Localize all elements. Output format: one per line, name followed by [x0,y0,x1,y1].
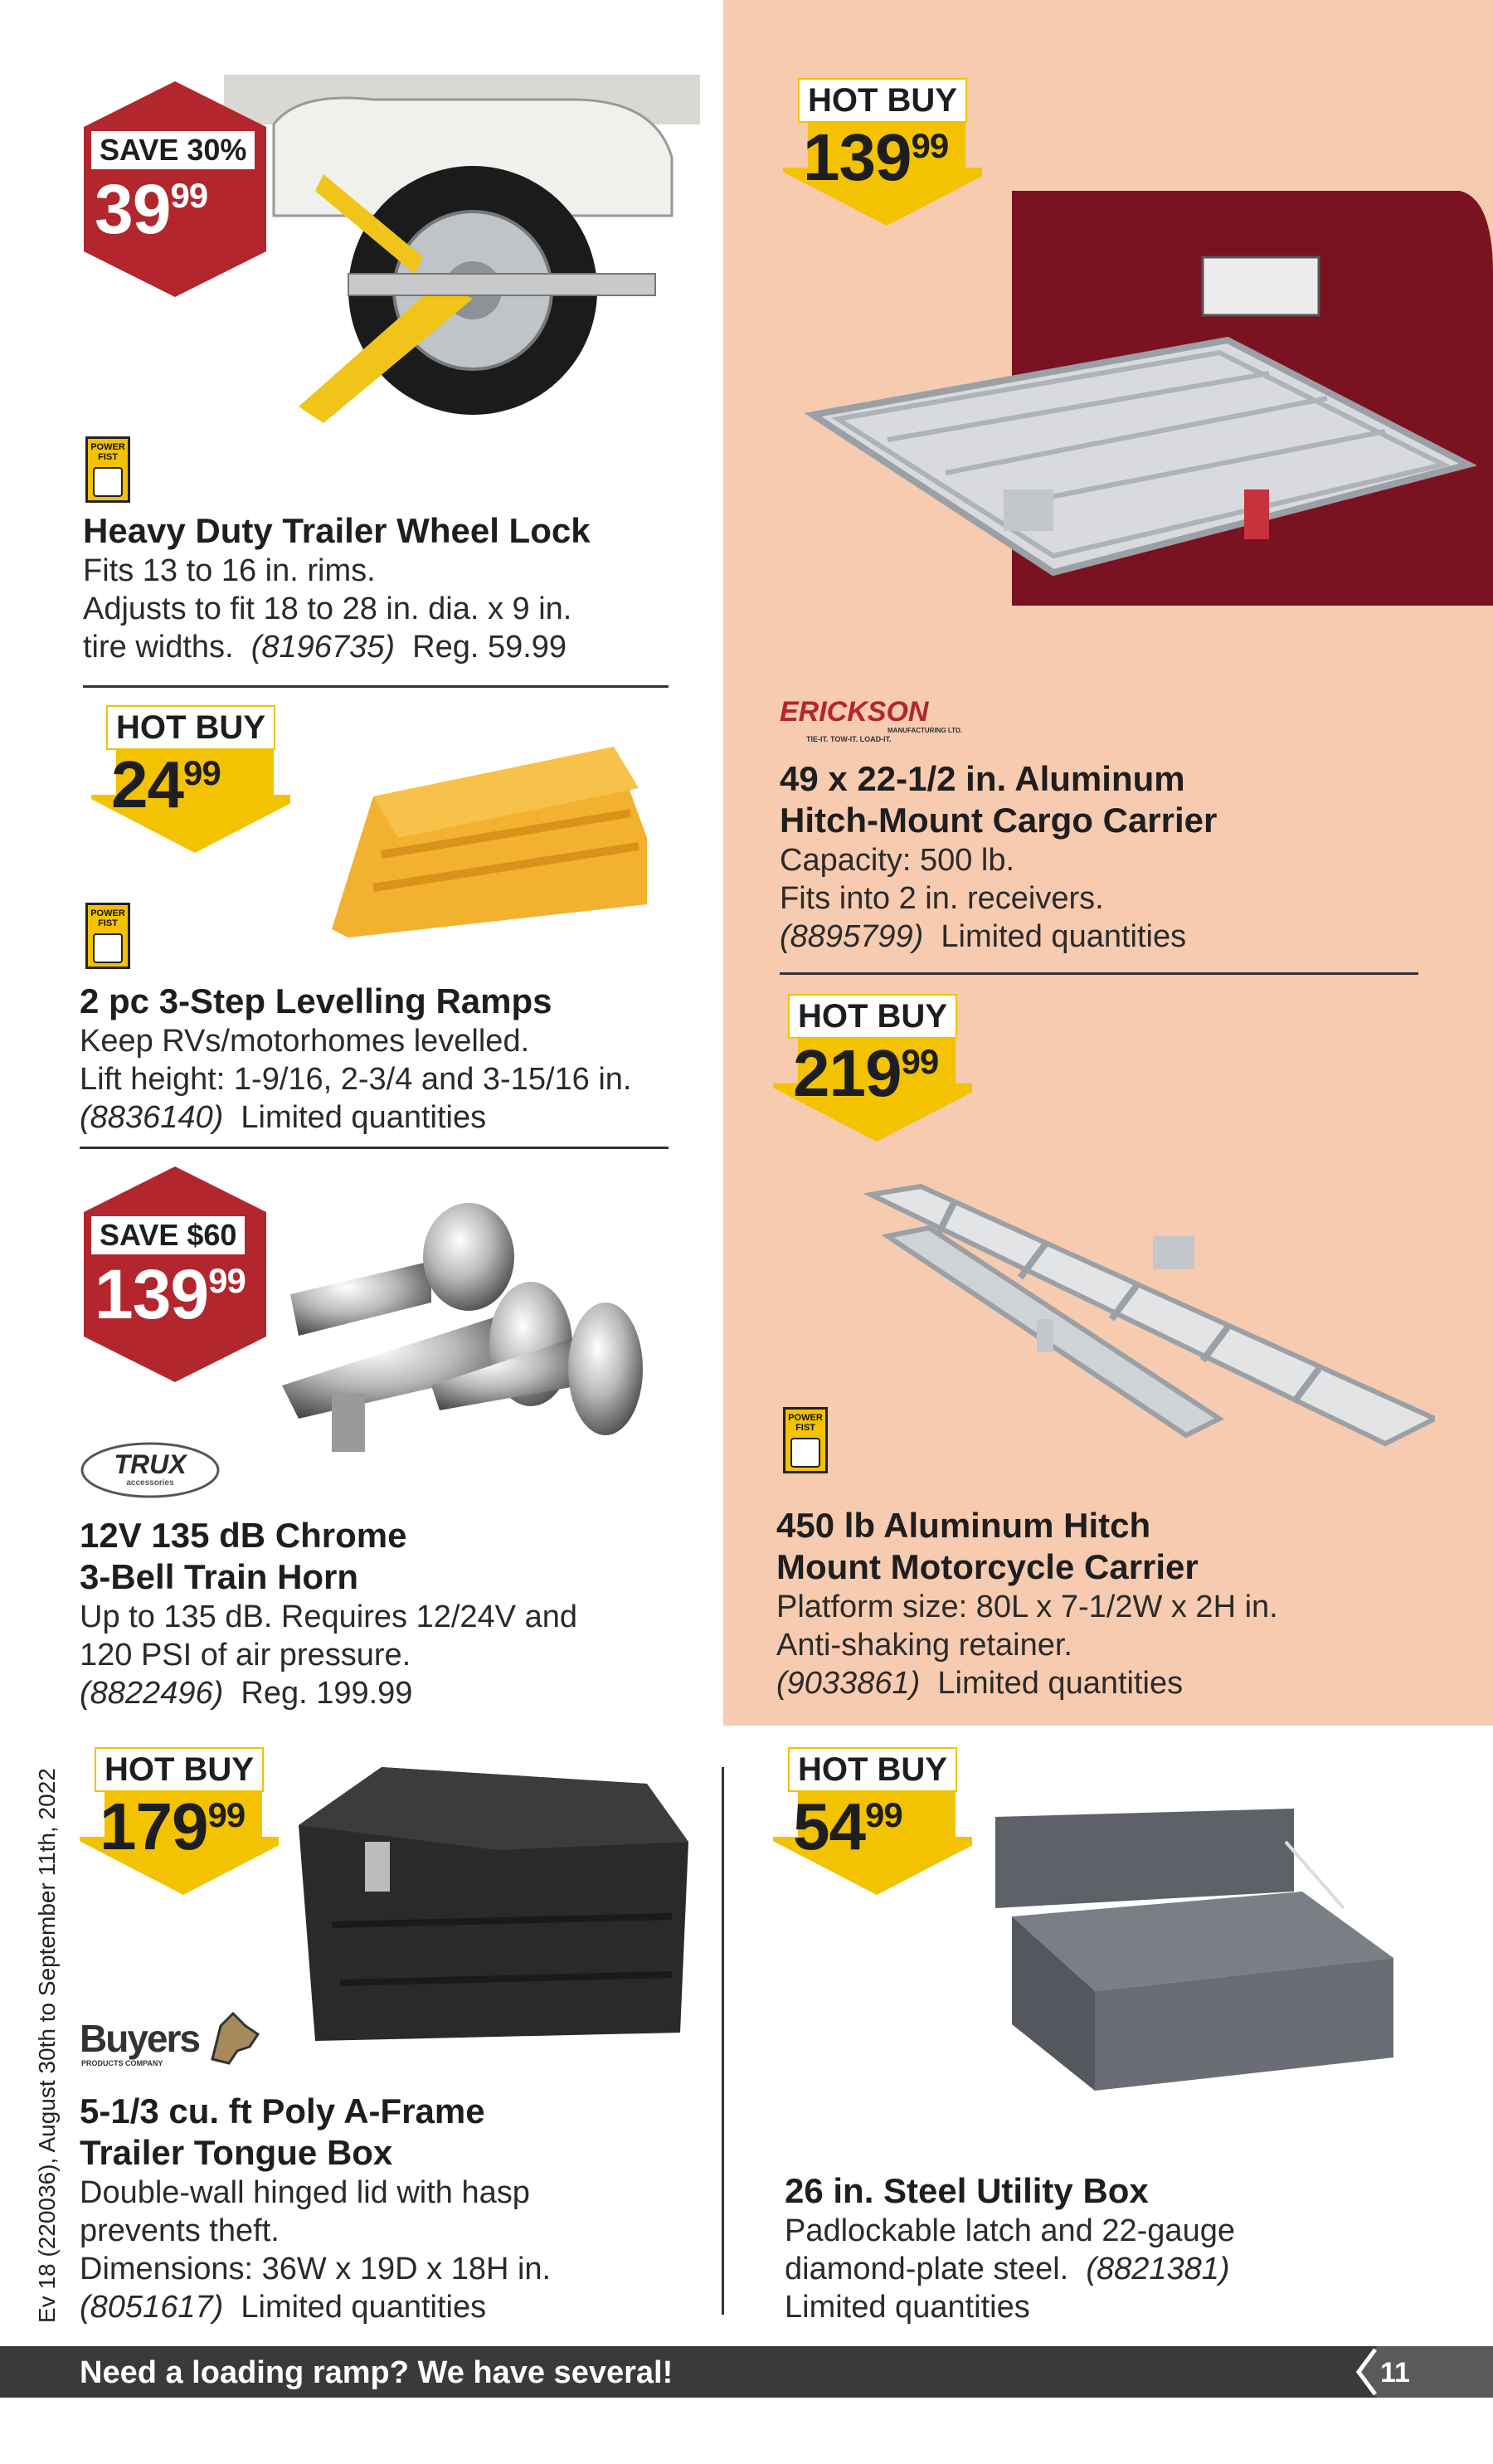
product-sku: (9033861) [776,1666,921,1701]
product-title: Heavy Duty Trailer Wheel Lock [83,511,591,550]
hot-buy-label: HOT BUY [788,994,957,1039]
product-desc-line: Keep RVs/motorhomes levelled. [80,1024,530,1059]
sale-price: $219^{99}$ [793,1036,939,1110]
product-levelling-ramps [80,981,710,1137]
product-title: 12V 135 dB Chrome [80,1516,407,1555]
cargo-carrier-image [805,174,1493,722]
product-desc-line: Adjusts to fit 18 to 28 in. dia. x 9 in. [83,592,572,626]
product-desc-line: Dimensions: 36W x 19D x 18H in. [80,2252,552,2286]
fist-icon [93,933,123,963]
product-desc-line [80,1098,710,1137]
product-note: Limited quantities [785,2290,1030,2325]
product-desc-line: Platform size: 80L x 7-1/2W x 2H in. [776,1590,1278,1624]
hot-buy-label: HOT BUY [788,1747,957,1792]
product-note: Reg. 199.99 [241,1676,413,1711]
product-desc-line: Up to 135 dB. Requires 12/24V and [80,1600,577,1634]
price-badge [773,1747,972,1888]
column-divider [722,1767,724,2315]
product-desc-line: prevents theft. [80,2213,280,2248]
product-desc-line: Anti-shaking retainer. [776,1628,1072,1663]
sale-price: $24^{99}$ [111,747,221,821]
product-note: Limited quantities [937,1666,1184,1701]
power-fist-logo: POWER FIST [85,903,130,969]
product-desc-line [80,1674,710,1712]
dog-mascot-icon [204,2009,262,2067]
price-badge [80,1747,279,1888]
levelling-ramps-image [323,738,655,937]
motorcycle-carrier-image [854,1178,1435,1468]
power-fist-logo: POWER FIST [85,436,130,503]
erickson-logo: ERICKSON MANUFACTURING LTD. TIE-IT. TOW-IT. LOAD-IT. [780,696,963,743]
product-desc-line: Padlockable latch and 22-gauge [785,2213,1235,2248]
price-badge [91,705,290,846]
product-desc-line: Lift height: 1-9/16, 2-3/4 and 3-15/16 in. [80,1062,632,1097]
sale-price: $139^{99}$ [803,120,949,194]
product-title: Trailer Tongue Box [80,2133,393,2172]
product-desc-line: Capacity: 500 lb. [780,843,1015,878]
product-cargo-carrier [780,758,1460,956]
product-train-horn [80,1515,710,1712]
trux-logo: TRUX accessories [80,1440,221,1500]
tongue-box-image [282,1759,697,2057]
product-title: Hitch-Mount Cargo Carrier [780,801,1218,840]
buyers-logo: Buyers PRODUCTS COMPANY [80,2009,270,2076]
product-sku: (8822496) [80,1676,224,1711]
product-sku: (8821381) [1086,2252,1230,2286]
divider [80,1147,669,1149]
product-desc-line: tire widths. (8196735) Reg. 59.99 [83,630,567,665]
product-note: Limited quantities [241,1100,487,1135]
product-title: 26 in. Steel Utility Box [785,2171,1149,2210]
product-steel-utility-box [785,2170,1465,2326]
product-desc-line [80,2288,710,2326]
product-note: Reg. 59.99 [412,630,567,665]
price-badge [80,81,270,297]
hot-buy-label: HOT BUY [798,78,967,123]
sale-price: $54^{99}$ [793,1790,902,1863]
wheel-lock-image [224,75,700,423]
product-title: 450 lb Aluminum Hitch [776,1506,1151,1545]
product-desc-line: Double-wall hinged lid with hasp [80,2175,530,2210]
product-note: Limited quantities [941,919,1187,954]
steel-utility-box-image [995,1809,1393,2091]
save-label: SAVE $60 [91,1216,245,1254]
price-badge [773,994,972,1135]
product-sku: (8051617) [80,2290,224,2325]
product-sku: (8836140) [80,1100,224,1135]
divider [780,972,1418,975]
footer-tagline: Need a loading ramp? We have several! [80,2355,674,2390]
fist-icon [790,1438,820,1468]
power-fist-logo: POWER FIST [783,1407,828,1473]
flyer-edition-text: Ev 18 (220036), August 30th to September 11th, 2022 [34,1768,60,2323]
train-horn-image [265,1195,655,1468]
product-title: 49 x 22-1/2 in. Aluminum [780,759,1185,798]
product-title: 3-Bell Train Horn [80,1557,359,1596]
product-title: 2 pc 3-Step Levelling Ramps [80,981,552,1020]
page-number: 11 [1380,2357,1410,2389]
save-label: SAVE 30% [91,131,255,169]
product-desc-line: 120 PSI of air pressure. [80,1638,411,1673]
product-note: Limited quantities [241,2290,487,2325]
product-desc-line: Fits into 2 in. receivers. [780,881,1104,916]
product-sku: (8895799) [780,919,924,954]
price-badge [80,1166,270,1382]
hot-buy-label: HOT BUY [95,1747,264,1792]
product-desc-line [780,918,1460,956]
product-wheel-lock [83,510,697,666]
product-motorcycle-carrier [776,1505,1465,1702]
sale-price: $179^{99}$ [100,1790,246,1863]
product-title: Mount Motorcycle Carrier [776,1547,1199,1586]
product-tongue-box [80,2091,710,2326]
sale-price: $39^{99}$ [95,170,208,248]
product-title: 5-1/3 cu. ft Poly A-Frame [80,2091,485,2130]
product-sku: (8196735) [250,630,395,665]
product-desc-line: Fits 13 to 16 in. rims. [83,553,376,588]
divider [83,685,669,688]
fist-icon [93,467,123,497]
page-number-tab [1352,2346,1493,2398]
sale-price: $139^{99}$ [95,1255,246,1333]
product-desc-line [776,1664,1465,1702]
hot-buy-label: HOT BUY [106,705,275,750]
product-desc-line: diamond-plate steel. (8821381) [785,2252,1230,2286]
